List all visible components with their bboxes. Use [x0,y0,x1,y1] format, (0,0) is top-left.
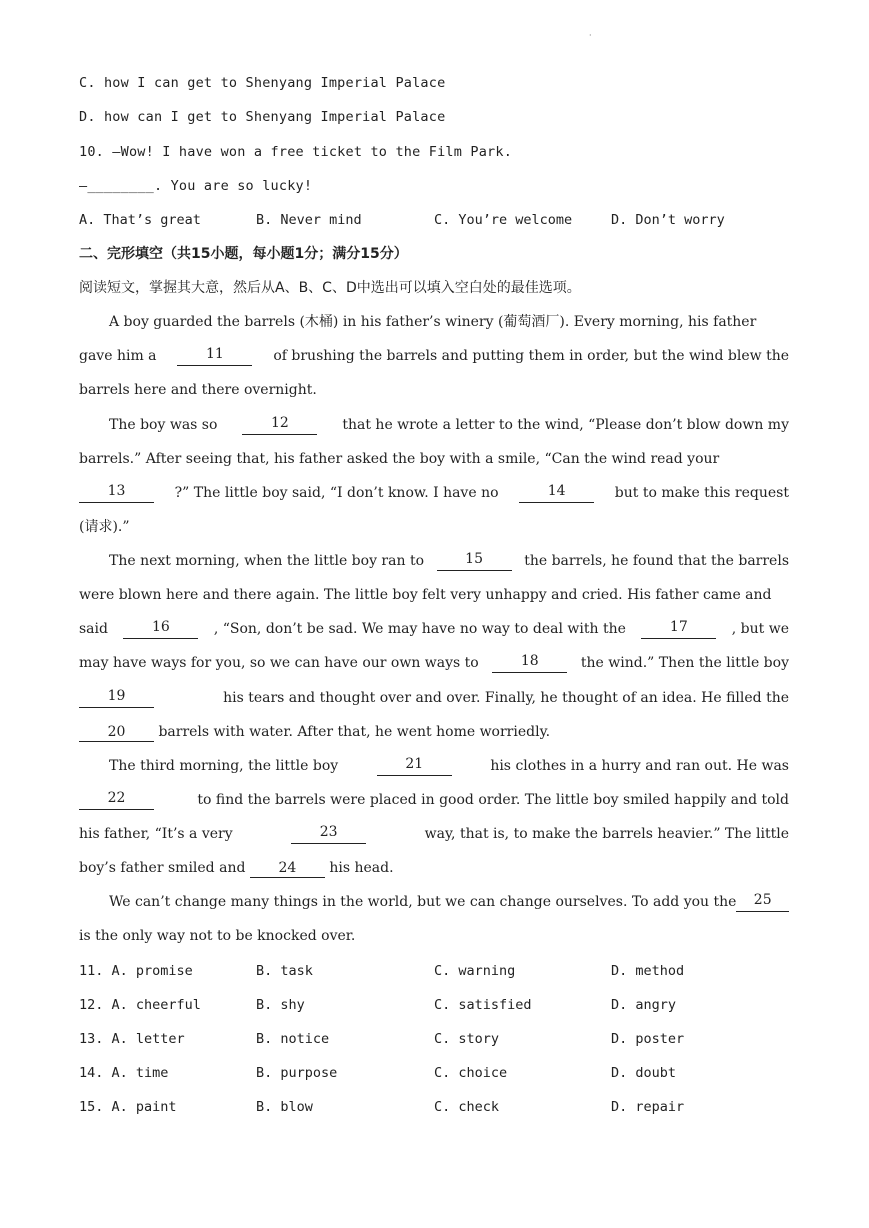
passage-line [79,722,550,742]
answer-row-15 [79,1097,177,1117]
option-b: B. blow [256,1099,313,1115]
passage-text: said [79,621,108,637]
passage-text: , “Son, don’t be sad. We may have no way to deal with the [213,621,626,637]
passage-text: way, that is, to make the barrels heavier.” The little [424,826,789,842]
option-a: A. promise [111,963,193,979]
question-number: 14. [79,1065,104,1081]
blank-13: 13 [79,483,154,503]
passage-line [79,824,789,844]
option-c: C. choice [434,1065,508,1081]
section2-instruction: 阅读短文，掌握其大意，然后从A、B、C、D中选出可以填入空白处的最佳选项。 [79,280,581,296]
question-number: 15. [79,1099,104,1115]
blank-21: 21 [377,756,452,776]
passage-text: to find the barrels were placed in good order. The little boy smiled happily and told [197,792,789,808]
option-d: D. method [611,963,685,979]
passage-line [79,449,789,469]
blank-11: 11 [177,346,252,366]
passage-text: barrels.” After seeing that, his father asked the boy with a smile, “Can the wind read your [79,451,720,467]
option-b: B. notice [256,1031,330,1047]
passage-text: A boy guarded the barrels (木桶) in his father’s winery (葡萄酒厂). Every morning, his father [109,314,757,330]
passage-line [79,790,789,810]
passage-line: barrels here and there overnight. [79,382,317,398]
passage-text: the barrels, he found that the barrels [524,553,789,569]
blank-16: 16 [123,619,198,639]
passage-text: the wind.” Then the little boy [580,655,789,671]
option-d: D. doubt [611,1065,677,1081]
passage-text: but to make this request [614,485,789,501]
passage-text: , but we [731,621,789,637]
option-b: B. purpose [256,1065,338,1081]
option-d: D. angry [611,997,677,1013]
q10-reply-text: . You are so lucky! [153,178,313,194]
answer-row-14 [79,1063,168,1083]
passage-line [109,756,789,776]
answer-row-13 [79,1029,185,1049]
passage-line [79,346,789,366]
answer-row-11 [79,961,193,981]
q10-reply [79,176,312,196]
passage-text: his head. [329,860,394,876]
passage-line [109,312,789,332]
q10-stem: 10. —Wow! I have won a free ticket to the Film Park. [79,144,513,160]
passage-line: (请求).” [79,519,130,535]
option-a: A. paint [111,1099,177,1115]
passage-text: his clothes in a hurry and ran out. He was [490,758,789,774]
passage-line [79,688,789,708]
option-c: C. warning [434,963,516,979]
option-b: B. shy [256,997,305,1013]
answer-row-12 [79,995,201,1015]
passage-text: his tears and thought over and over. Finally, he thought of an idea. He filled the [223,690,789,706]
blank-14: 14 [519,483,594,503]
blank-15: 15 [437,551,512,571]
passage-line [79,585,789,605]
option-a: A. cheerful [111,997,201,1013]
passage-text: The third morning, the little boy [109,758,339,774]
question-number: 13. [79,1031,104,1047]
passage-text: ?” The little boy said, “I don’t know. I have no [174,485,499,501]
passage-line [109,551,789,571]
passage-line [79,483,789,503]
option-d: D. poster [611,1031,685,1047]
blank-24: 24 [250,860,325,878]
passage-text: gave him a [79,348,157,364]
question-number: 12. [79,997,104,1013]
passage-line [79,619,789,639]
q10-option-c: C. You’re welcome [434,212,573,228]
blank-18: 18 [492,653,567,673]
option-a: A. time [111,1065,169,1081]
blank-12: 12 [242,415,317,435]
q10-option-b: B. Never mind [256,212,362,228]
q10-dash: — [79,178,88,194]
passage-text: The next morning, when the little boy ran to [109,553,424,569]
blank-19: 19 [79,688,154,708]
prev-option-d: D. how can I get to Shenyang Imperial Palace [79,109,446,125]
passage-text: his father, “It’s a very [79,826,233,842]
passage-text: that he wrote a letter to the wind, “Please don’t blow down my [342,417,789,433]
passage-line [79,858,394,878]
passage-text: barrels with water. After that, he went home worriedly. [158,724,551,740]
q10-option-d: D. Don’t worry [611,212,725,228]
blank-17: 17 [641,619,716,639]
passage-text: may have ways for you, so we can have our own ways to [79,655,479,671]
header-mark: · [589,31,592,40]
q10-blank: ________ [87,178,154,194]
blank-22: 22 [79,790,154,810]
option-b: B. task [256,963,313,979]
passage-text: of brushing the barrels and putting them in order, but the wind blew the [273,348,789,364]
question-number: 11. [79,963,104,979]
q10-option-a: A. That’s great [79,212,201,228]
section2-title: 二、完形填空（共15小题，每小题1分；满分15分） [79,246,408,262]
option-c: C. story [434,1031,500,1047]
passage-text: We can’t change many things in the world, but we can change ourselves. To add you the [109,894,737,910]
option-a: A. letter [111,1031,185,1047]
passage-line [109,415,789,435]
option-c: C. satisfied [434,997,532,1013]
passage-text: were blown here and there again. The little boy felt very unhappy and cried. His father came and [79,587,772,603]
blank-23: 23 [291,824,366,844]
option-d: D. repair [611,1099,685,1115]
passage-text: The boy was so [109,417,218,433]
passage-text: boy’s father smiled and [79,860,246,876]
passage-line [109,892,789,912]
blank-20: 20 [79,724,154,742]
passage-line: is the only way not to be knocked over. [79,928,356,944]
blank-25: 25 [736,892,789,912]
prev-option-c: C. how I can get to Shenyang Imperial Palace [79,75,446,91]
option-c: C. check [434,1099,500,1115]
passage-line [79,653,789,673]
